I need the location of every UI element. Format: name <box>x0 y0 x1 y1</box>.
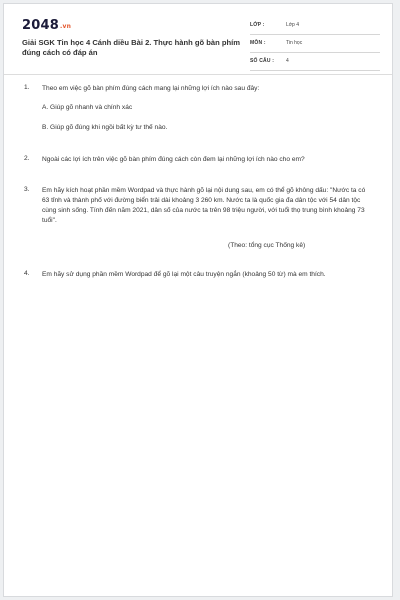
meta-value-question-count: 4 <box>286 58 289 64</box>
answer-option-b: B. Giúp gõ đúng khi ngồi bất kỳ tư thế nào. <box>42 124 168 131</box>
question-source: (Theo: tổng cục Thống kê) <box>228 242 306 249</box>
question-number: 1. <box>24 84 30 91</box>
meta-row-subject <box>250 36 380 53</box>
answer-option-a: A. Giúp gõ nhanh và chính xác <box>42 104 133 111</box>
question-number: 4. <box>24 270 30 277</box>
meta-row-question-count <box>250 54 380 71</box>
question-text: Em hãy kích hoạt phần mềm Wordpad và thực hành gõ lại nội dung sau, em có thể gõ không dấu: "Nước ta có 63 tỉnh và thành phố với đường biển trải dài khoảng 3 260 km. Nước ta là quốc gia đa dân tộc với 54 dân tộc cùng sinh sống. Tính đến năm 2021, dân số của nước ta trên 98 triệu người, với tuổi thọ trung bình khoảng 73 tuổi". <box>42 187 366 224</box>
question-number: 3. <box>24 186 30 193</box>
logo-main: 2048 <box>22 18 59 33</box>
meta-label-subject: MÔN : <box>250 40 266 46</box>
header-divider <box>4 74 392 75</box>
meta-info <box>250 18 380 72</box>
question-number: 2. <box>24 155 30 162</box>
meta-value-grade: Lớp 4 <box>286 22 300 28</box>
meta-row-grade <box>250 18 380 35</box>
page-title: Giải SGK Tin học 4 Cánh diều Bài 2. Thực hành gõ bàn phím đúng cách có đáp án <box>22 38 241 57</box>
question-text: Em hãy sử dụng phần mềm Wordpad để gõ lại một câu truyện ngắn (khoảng 50 từ) mà em thích. <box>42 271 326 278</box>
worksheet-page <box>3 3 393 597</box>
meta-label-grade: LỚP : <box>250 22 265 28</box>
meta-label-question-count: SỐ CÂU : <box>250 58 275 64</box>
meta-value-subject: Tin học <box>286 40 303 46</box>
question-text: Theo em việc gõ bàn phím đúng cách mang lại những lợi ích nào sau đây: <box>42 85 260 92</box>
question-text: Ngoài các lợi ích trên việc gõ bàn phím đúng cách còn đem lại những lợi ích nào cho em? <box>42 156 305 163</box>
logo-tld: .vn <box>59 23 72 30</box>
worksheet-header <box>4 4 392 74</box>
site-logo[interactable] <box>22 18 71 33</box>
